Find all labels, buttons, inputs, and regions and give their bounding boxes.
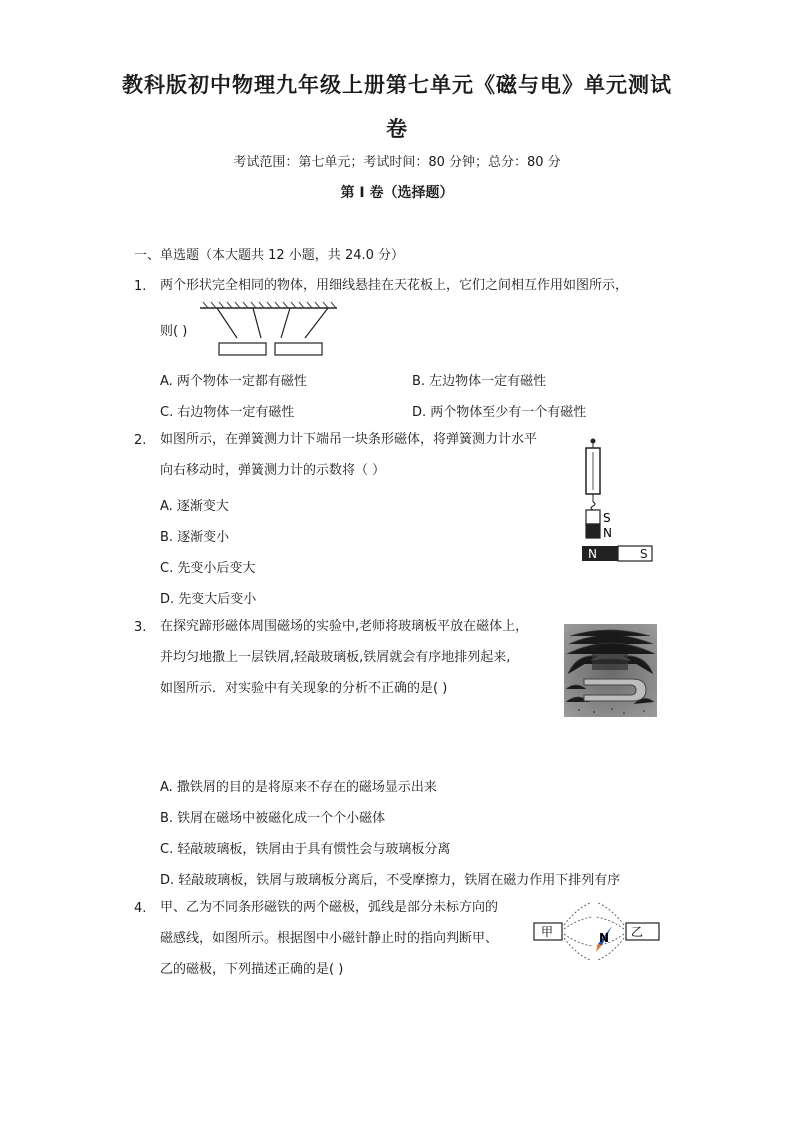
q1-text-line1: 两个形状完全相同的物体，用细线悬挂在天花板上，它们之间相互作用如图所示， [160, 278, 629, 293]
q4-figure-magnetic-field [532, 900, 662, 966]
q3-option-d[interactable]: D. 轻敲玻璃板，铁屑与玻璃板分离后，不受摩擦力，铁屑在磁力作用下排列有序 [160, 873, 621, 888]
q1-option-a[interactable]: A. 两个物体一定都有磁性 [160, 374, 307, 389]
q2-option-c[interactable]: C. 先变小后变大 [160, 561, 256, 576]
exam-meta: 考试范围：第七单元；考试时间：80 分钟；总分：80 分 [233, 155, 561, 170]
q1-figure-hanging-objects [195, 300, 345, 362]
q3-option-c[interactable]: C. 轻敲玻璃板，铁屑由于具有惯性会与玻璃板分离 [160, 842, 451, 857]
q3-figure-iron-filings-photo [564, 624, 657, 717]
page-title-line1: 教科版初中物理九年级上册第七单元《磁与电》单元测试 [122, 72, 672, 97]
q3-option-a[interactable]: A. 撒铁屑的目的是将原来不存在的磁场显示出来 [160, 780, 437, 795]
q3-text-line2: 并均匀地撒上一层铁屑,轻敲玻璃板,铁屑就会有序地排列起来, [160, 650, 511, 665]
q2-number: 2. [134, 433, 147, 448]
q2-option-b[interactable]: B. 逐渐变小 [160, 530, 230, 545]
q4-number: 4. [134, 901, 147, 916]
q1-text-line2: 则( ) [160, 324, 188, 339]
q4-text-line2: 磁感线，如图所示。根据图中小磁针静止时的指向判断甲、 [160, 931, 499, 946]
q2-text-line2: 向右移动时，弹簧测力计的示数将（ ） [160, 463, 386, 478]
q2-figure-spring-scale [578, 436, 658, 566]
q2-upper-s-label: S [603, 511, 611, 525]
q2-text-line1: 如图所示，在弹簧测力计下端吊一块条形磁体，将弹簧测力计水平 [160, 432, 538, 447]
q3-option-b[interactable]: B. 铁屑在磁场中被磁化成一个个小磁体 [160, 811, 386, 826]
q4-needle-n-label: N [599, 931, 610, 945]
q2-bar-n-label: N [588, 547, 597, 561]
q4-text-line1: 甲、乙为不同条形磁铁的两个磁极，弧线是部分未标方向的 [160, 900, 499, 915]
section-title: 一、单选题（本大题共 12 小题，共 24.0 分） [134, 248, 405, 263]
part-title: 第 I 卷（选择题） [340, 185, 454, 201]
q4-right-pole-label: 乙 [631, 925, 644, 939]
q4-text-line3: 乙的磁极，下列描述正确的是( ) [160, 962, 344, 977]
q3-text-line1: 在探究蹄形磁体周围磁场的实验中,老师将玻璃板平放在磁体上， [160, 619, 529, 634]
page-title-line2: 卷 [386, 116, 408, 141]
q2-option-a[interactable]: A. 逐渐变大 [160, 499, 229, 514]
q1-option-b[interactable]: B. 左边物体一定有磁性 [412, 374, 547, 389]
q3-text-line3: 如图所示．对实验中有关现象的分析不正确的是( ) [160, 681, 448, 696]
q1-number: 1. [134, 279, 147, 294]
q1-option-d[interactable]: D. 两个物体至少有一个有磁性 [412, 405, 587, 420]
q2-upper-n-label: N [603, 526, 612, 540]
q1-option-c[interactable]: C. 右边物体一定有磁性 [160, 405, 295, 420]
q4-left-pole-label: 甲 [541, 925, 554, 939]
q3-number: 3. [134, 620, 147, 635]
q2-bar-s-label: S [640, 547, 648, 561]
q2-option-d[interactable]: D. 先变大后变小 [160, 592, 257, 607]
